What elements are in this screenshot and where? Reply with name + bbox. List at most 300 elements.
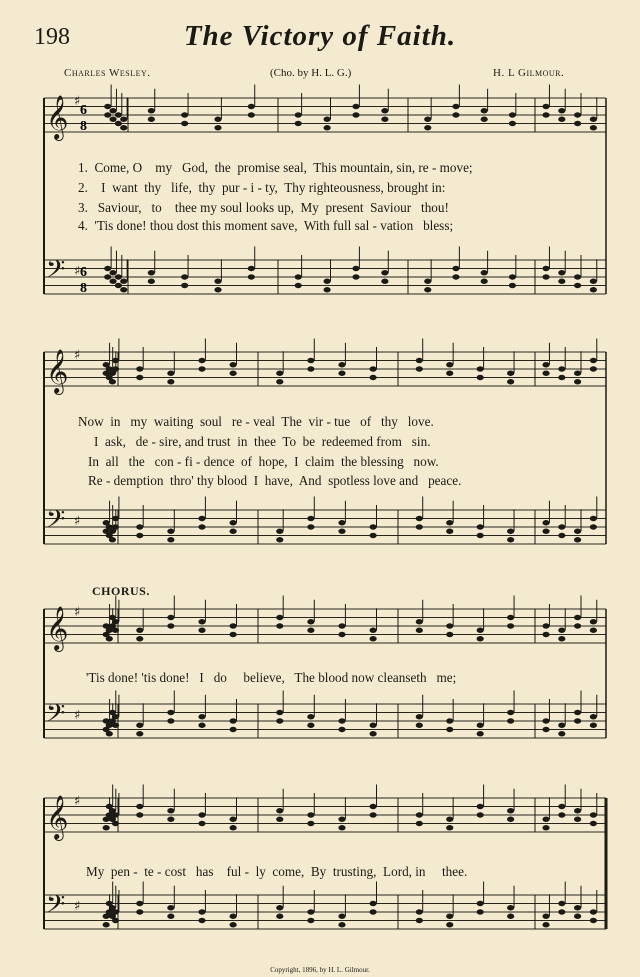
note-head [167, 529, 174, 534]
verse-4-line-1: 4. 'Tis done! thou dost this moment save, With full sal - vation bless; [78, 218, 454, 233]
note-head [558, 108, 565, 113]
note-head [446, 922, 453, 927]
note-head [106, 636, 113, 641]
note-head [477, 731, 484, 736]
chorus-lyric-line-2: My pen - te - cost has ful - ly come, By trusting, Lord, in thee. [86, 864, 468, 879]
note-head [416, 723, 423, 728]
note-head [136, 731, 143, 736]
note-head [276, 623, 283, 628]
note-head [446, 718, 453, 723]
note-head [558, 279, 565, 284]
note-head [370, 636, 377, 641]
note-head [542, 104, 549, 109]
note-head [542, 922, 549, 927]
time-sig-top-treble: 6 [80, 103, 87, 118]
note-head [338, 362, 345, 367]
note-head [424, 279, 431, 284]
note-head [542, 362, 549, 367]
note-head [558, 636, 565, 641]
verse-3-line-2: In all the con - fi - dence of hope, I claim the blessing now. [88, 454, 439, 469]
note-head [416, 516, 423, 521]
note-head [109, 537, 116, 542]
note-head [370, 375, 377, 380]
note-head [446, 914, 453, 919]
note-head [248, 112, 255, 117]
note-head [214, 287, 221, 292]
note-head [103, 922, 110, 927]
note-head [574, 274, 581, 279]
note-head [230, 922, 237, 927]
note-head [112, 821, 119, 826]
bass-clef-icon: 𝄢 [46, 890, 66, 925]
note-head [590, 909, 597, 914]
note-head [542, 274, 549, 279]
note-head [112, 909, 119, 914]
note-head [230, 371, 237, 376]
note-head [574, 623, 581, 628]
note-head [230, 632, 237, 637]
note-head [112, 723, 119, 728]
note-head [558, 901, 565, 906]
note-head [590, 358, 597, 363]
note-head [574, 379, 581, 384]
note-head [509, 121, 516, 126]
note-head [109, 108, 116, 113]
note-head [370, 366, 377, 371]
note-head [381, 108, 388, 113]
credit-composer: H. L Gilmour. [493, 67, 565, 79]
note-head [338, 623, 345, 628]
sharp-key-icon: ♯ [74, 94, 81, 109]
note-head [230, 623, 237, 628]
note-head [477, 804, 484, 809]
note-head [416, 358, 423, 363]
sharp-key-icon: ♯ [74, 514, 81, 529]
note-head [481, 270, 488, 275]
sharp-key-icon: ♯ [74, 708, 81, 723]
note-head [295, 112, 302, 117]
note-head [109, 270, 116, 275]
sharp-key-icon: ♯ [74, 899, 81, 914]
note-head [370, 723, 377, 728]
note-head [307, 909, 314, 914]
note-head [509, 112, 516, 117]
bass-clef-icon: 𝄢 [46, 505, 66, 540]
note-head [112, 516, 119, 521]
note-head [181, 112, 188, 117]
note-head [542, 825, 549, 830]
note-head [558, 628, 565, 633]
note-head [590, 117, 597, 122]
note-head [574, 371, 581, 376]
treble-clef-icon: 𝄞 [46, 795, 69, 839]
note-head [338, 914, 345, 919]
note-head [136, 524, 143, 529]
note-head [324, 117, 331, 122]
note-head [338, 825, 345, 830]
note-head [148, 117, 155, 122]
note-head [477, 723, 484, 728]
note-head [574, 817, 581, 822]
time-sig-top-bass: 6 [80, 265, 87, 280]
note-head [507, 623, 514, 628]
note-head [276, 529, 283, 534]
note-head [590, 714, 597, 719]
note-head [198, 821, 205, 826]
note-head [542, 371, 549, 376]
sharp-key-icon: ♯ [74, 794, 81, 809]
treble-clef-icon: 𝄞 [46, 606, 69, 650]
note-head [446, 529, 453, 534]
note-head [590, 524, 597, 529]
note-head [590, 279, 597, 284]
note-head [115, 283, 122, 288]
note-head [381, 270, 388, 275]
note-head [558, 804, 565, 809]
note-head [230, 914, 237, 919]
note-head [416, 714, 423, 719]
note-head [352, 112, 359, 117]
note-head [446, 371, 453, 376]
note-head [370, 909, 377, 914]
note-head [446, 632, 453, 637]
note-head [446, 362, 453, 367]
note-head [446, 817, 453, 822]
note-head [181, 121, 188, 126]
note-head [136, 804, 143, 809]
note-head [167, 914, 174, 919]
note-head [181, 283, 188, 288]
note-head [167, 615, 174, 620]
note-head [109, 117, 116, 122]
time-sig-bottom-bass: 8 [80, 281, 87, 296]
note-head [477, 366, 484, 371]
note-head [167, 371, 174, 376]
note-head [167, 623, 174, 628]
note-head [338, 817, 345, 822]
note-head [307, 628, 314, 633]
note-head [558, 723, 565, 728]
note-head [542, 632, 549, 637]
sharp-key-icon: ♯ [74, 348, 81, 363]
note-head [112, 714, 119, 719]
note-head [307, 358, 314, 363]
note-head [198, 366, 205, 371]
sharp-key-icon: ♯ [74, 605, 81, 620]
note-head [352, 274, 359, 279]
note-head [574, 112, 581, 117]
note-head [120, 287, 127, 292]
note-head [167, 817, 174, 822]
note-head [507, 537, 514, 542]
note-head [381, 117, 388, 122]
page-number: 198 [34, 24, 70, 50]
note-head [558, 909, 565, 914]
note-head [446, 623, 453, 628]
note-head [136, 909, 143, 914]
note-head [276, 808, 283, 813]
note-head [507, 817, 514, 822]
note-head [115, 274, 122, 279]
note-head [416, 909, 423, 914]
note-head [574, 905, 581, 910]
note-head [167, 718, 174, 723]
note-head [338, 718, 345, 723]
note-head [590, 723, 597, 728]
note-head [338, 632, 345, 637]
note-head [106, 731, 113, 736]
note-head [167, 379, 174, 384]
note-head [115, 112, 122, 117]
note-head [248, 274, 255, 279]
verse-4-line-2: Re - demption thro' thy blood I have, And spotless love and peace. [88, 473, 462, 488]
note-head [424, 125, 431, 130]
note-head [324, 287, 331, 292]
note-head [542, 266, 549, 271]
note-head [198, 714, 205, 719]
note-head [558, 533, 565, 538]
note-head [542, 718, 549, 723]
note-head [558, 117, 565, 122]
note-head [370, 533, 377, 538]
note-head [507, 905, 514, 910]
note-head [148, 108, 155, 113]
note-head [477, 524, 484, 529]
note-head [574, 537, 581, 542]
note-head [542, 817, 549, 822]
note-head [276, 905, 283, 910]
note-head [136, 812, 143, 817]
note-head [590, 821, 597, 826]
note-head [542, 520, 549, 525]
note-head [276, 718, 283, 723]
verse-2-line-2: I ask, de - sire, and trust in thee To be redeemed from sin. [94, 434, 431, 449]
note-head [338, 922, 345, 927]
note-head [307, 821, 314, 826]
note-head [574, 615, 581, 620]
note-head [507, 718, 514, 723]
note-head [507, 615, 514, 620]
note-head [416, 619, 423, 624]
note-head [109, 379, 116, 384]
note-head [307, 366, 314, 371]
copyright-notice: Copyright, 1896, by H. L. Gilmour. [270, 966, 370, 974]
note-head [507, 710, 514, 715]
note-head [104, 104, 111, 109]
note-head [338, 727, 345, 732]
note-head [574, 808, 581, 813]
note-head [416, 821, 423, 826]
note-head [424, 287, 431, 292]
note-head [307, 524, 314, 529]
note-head [574, 710, 581, 715]
note-head [352, 104, 359, 109]
verse-2-line-1: 2. I want thy life, thy pur - i - ty, Thy righteousness, brought in: [78, 180, 446, 195]
note-head [590, 366, 597, 371]
note-head [276, 914, 283, 919]
note-head [574, 529, 581, 534]
note-head [574, 121, 581, 126]
note-head [590, 619, 597, 624]
note-head [276, 379, 283, 384]
note-head [452, 266, 459, 271]
note-head [590, 287, 597, 292]
note-head [112, 628, 119, 633]
hymn-title: The Victory of Faith. [183, 20, 457, 52]
note-head [214, 125, 221, 130]
note-head [295, 283, 302, 288]
note-head [338, 520, 345, 525]
note-head [295, 121, 302, 126]
note-head [590, 516, 597, 521]
note-head [198, 358, 205, 363]
note-head [230, 520, 237, 525]
note-head [230, 362, 237, 367]
note-head [276, 537, 283, 542]
note-head [452, 274, 459, 279]
note-head [295, 274, 302, 279]
note-head [136, 366, 143, 371]
note-head [542, 623, 549, 628]
note-head [230, 718, 237, 723]
note-head [120, 117, 127, 122]
note-head [307, 516, 314, 521]
note-head [198, 619, 205, 624]
note-head [590, 628, 597, 633]
note-head [481, 117, 488, 122]
bass-clef-icon: 𝄢 [46, 255, 66, 290]
note-head [338, 529, 345, 534]
note-head [477, 901, 484, 906]
note-head [416, 366, 423, 371]
note-head [507, 371, 514, 376]
note-head [136, 723, 143, 728]
note-head [167, 710, 174, 715]
note-head [558, 731, 565, 736]
note-head [542, 914, 549, 919]
note-head [148, 279, 155, 284]
note-head [115, 121, 122, 126]
note-head [558, 524, 565, 529]
note-head [214, 279, 221, 284]
note-head [230, 529, 237, 534]
time-sig-bottom-treble: 8 [80, 119, 87, 134]
note-head [198, 909, 205, 914]
note-head [507, 379, 514, 384]
note-head [590, 918, 597, 923]
chorus-lyric-line-1: 'Tis done! 'tis done! I do believe, The blood now cleanseth me; [86, 670, 457, 685]
note-head [477, 812, 484, 817]
note-head [477, 636, 484, 641]
note-head [424, 117, 431, 122]
note-head [352, 266, 359, 271]
note-head [230, 727, 237, 732]
note-head [381, 279, 388, 284]
treble-clef-icon: 𝄞 [46, 95, 69, 139]
note-head [370, 804, 377, 809]
note-head [276, 371, 283, 376]
treble-clef-icon: 𝄞 [46, 349, 69, 393]
note-head [198, 918, 205, 923]
note-head [416, 628, 423, 633]
note-head [481, 108, 488, 113]
note-head [104, 274, 111, 279]
note-head [181, 274, 188, 279]
note-head [307, 918, 314, 923]
note-head [109, 279, 116, 284]
note-head [416, 524, 423, 529]
verse-1-line-2: Now in my waiting soul re - veal The vir - tue of thy love. [78, 414, 434, 429]
note-head [230, 817, 237, 822]
sharp-key-icon: ♯ [74, 264, 81, 279]
note-head [507, 529, 514, 534]
note-head [416, 812, 423, 817]
note-head [558, 375, 565, 380]
note-head [370, 812, 377, 817]
note-head [276, 817, 283, 822]
note-head [558, 270, 565, 275]
note-head [370, 524, 377, 529]
note-head [509, 283, 516, 288]
note-head [446, 520, 453, 525]
note-head [446, 727, 453, 732]
note-head [370, 901, 377, 906]
note-head [112, 918, 119, 923]
note-head [136, 628, 143, 633]
note-head [542, 529, 549, 534]
note-head [120, 125, 127, 130]
verse-3-line-1: 3. Saviour, to thee my soul looks up, My present Saviour thou! [78, 200, 449, 215]
note-head [446, 825, 453, 830]
note-head [104, 266, 111, 271]
note-head [590, 812, 597, 817]
note-head [477, 375, 484, 380]
note-head [276, 615, 283, 620]
note-head [112, 812, 119, 817]
note-head [507, 914, 514, 919]
note-head [558, 812, 565, 817]
note-head [136, 533, 143, 538]
note-head [558, 366, 565, 371]
bass-clef-icon: 𝄢 [46, 699, 66, 734]
note-head [509, 274, 516, 279]
note-head [148, 270, 155, 275]
verse-1-line-1: 1. Come, O my God, the promise seal, This mountain, sin, re - move; [78, 160, 473, 175]
note-head [477, 909, 484, 914]
note-head [574, 914, 581, 919]
note-head [103, 825, 110, 830]
note-head [324, 125, 331, 130]
note-head [112, 619, 119, 624]
credit-author: Charles Wesley. [64, 67, 151, 79]
note-head [542, 727, 549, 732]
note-head [338, 371, 345, 376]
note-head [307, 714, 314, 719]
note-head [307, 723, 314, 728]
note-head [167, 537, 174, 542]
note-head [324, 279, 331, 284]
chorus-label: CHORUS. [92, 584, 150, 598]
note-head [370, 731, 377, 736]
note-head [574, 718, 581, 723]
note-head [112, 358, 119, 363]
note-head [248, 266, 255, 271]
note-head [307, 812, 314, 817]
note-head [112, 524, 119, 529]
note-head [136, 375, 143, 380]
note-head [416, 918, 423, 923]
note-head [481, 279, 488, 284]
